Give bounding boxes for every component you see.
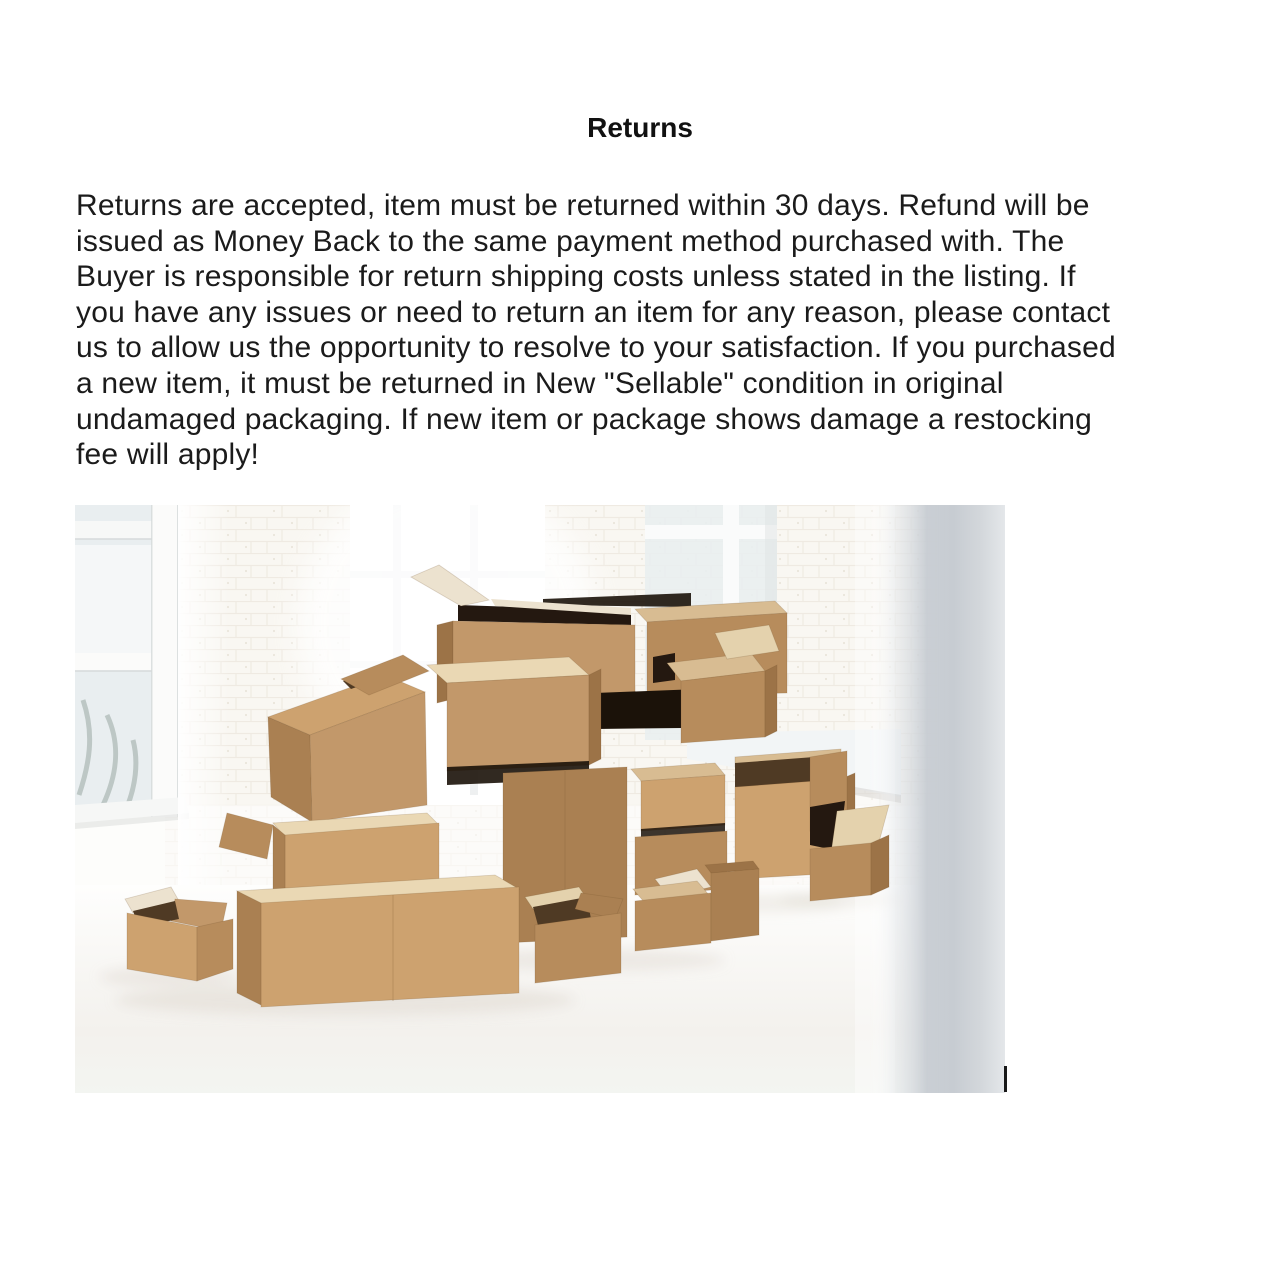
policy-line: undamaged packaging. If new item or package shows damage a restocking: [76, 402, 1093, 436]
policy-line: Buyer is responsible for return shipping costs unless stated in the listing. If: [76, 260, 1076, 294]
policy-line: issued as Money Back to the same payment method purchased with. The: [76, 224, 1065, 258]
returns-policy-text: [76, 188, 1116, 473]
section-title: Returns: [587, 112, 693, 143]
pillar: [855, 505, 1005, 1093]
policy-line: Returns are accepted, item must be returned within 30 days. Refund will be: [76, 189, 1090, 222]
text-cursor: [1004, 1066, 1007, 1092]
policy-line: a new item, it must be returned in New "Sellable" condition in original: [76, 366, 1004, 400]
moving-boxes-photo: [75, 505, 1005, 1093]
policy-line: fee will apply!: [76, 438, 260, 472]
policy-line: you have any issues or need to return an item for any reason, please contact: [76, 295, 1111, 329]
policy-line: us to allow us the opportunity to resolve to your satisfaction. If you purchased: [76, 331, 1116, 365]
